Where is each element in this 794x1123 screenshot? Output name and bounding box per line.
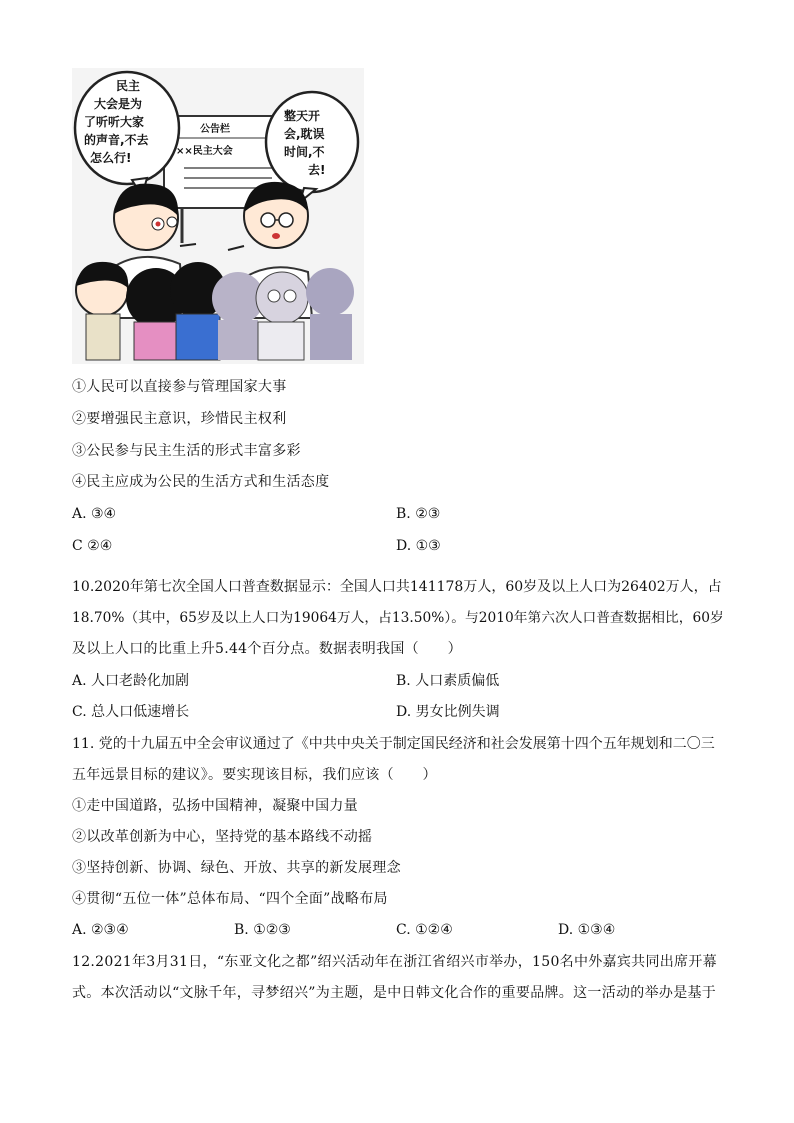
right-bubble-line-4: 去! bbox=[308, 163, 326, 177]
left-bubble-line-5: 怎么行! bbox=[90, 151, 132, 165]
q10-stem-line-2: 18.70%（其中，65岁及以上人口为19064万人，占13.50%）。与2010年第六次人口普查数据相比，60岁 bbox=[72, 610, 724, 626]
q11-option-c[interactable]: C. ①②④ bbox=[396, 922, 453, 938]
left-bubble-line-1: 民主 bbox=[116, 79, 141, 93]
q9-statement-3: ③公民参与民主生活的形式丰富多彩 bbox=[72, 443, 301, 459]
q10-option-c[interactable]: C. 总人口低速增长 bbox=[72, 704, 190, 720]
q9-option-a[interactable]: A. ③④ bbox=[72, 506, 117, 522]
q10-stem-line-1: 10.2020年第七次全国人口普查数据显示：全国人口共141178万人，60岁及以上人口为26402万人，占 bbox=[72, 579, 722, 595]
right-bubble-line-2: 会,耽误 bbox=[284, 127, 325, 141]
q11-statement-4: ④贯彻“五位一体”总体布局、“四个全面”战略布局 bbox=[72, 891, 388, 907]
q11-stem-line-1: 11. 党的十九届五中全会审议通过了《中共中央关于制定国民经济和社会发展第十四个五年规划和二〇三 bbox=[72, 736, 715, 752]
q12-stem-line-1: 12.2021年3月31日，“东亚文化之都”绍兴活动年在浙江省绍兴市举办，150名中外嘉宾共同出席开幕 bbox=[72, 954, 717, 970]
q10-option-b[interactable]: B. 人口素质偏低 bbox=[396, 673, 500, 689]
q9-statement-2: ②要增强民主意识，珍惜民主权利 bbox=[72, 411, 287, 427]
board-title: 公告栏 bbox=[200, 124, 230, 135]
left-bubble-line-3: 了听听大家 bbox=[84, 115, 145, 129]
q11-statement-3: ③坚持创新、协调、绿色、开放、共享的新发展理念 bbox=[72, 860, 401, 876]
q10-option-d[interactable]: D. 男女比例失调 bbox=[396, 704, 500, 720]
q11-option-a[interactable]: A. ②③④ bbox=[72, 922, 129, 938]
left-bubble-line-2: 大会是为 bbox=[94, 97, 143, 111]
left-bubble-line-4: 的声音,不去 bbox=[84, 133, 149, 147]
q10-option-a[interactable]: A. 人口老龄化加剧 bbox=[72, 673, 190, 689]
q11-statement-2: ②以改革创新为中心，坚持党的基本路线不动摇 bbox=[72, 829, 373, 845]
q9-option-d[interactable]: D. ①③ bbox=[396, 538, 441, 554]
q9-option-c[interactable]: C ②④ bbox=[72, 538, 113, 554]
q11-stem-line-2: 五年远景目标的建议》。要实现该目标，我们应该（ ） bbox=[72, 767, 437, 783]
q10-stem-line-3: 及以上人口的比重上升5.44个百分点。数据表明我国（ ） bbox=[72, 641, 462, 657]
q12-stem-line-2: 式。本次活动以“文脉千年，寻梦绍兴”为主题，是中日韩文化合作的重要品牌。这一活动的举办是基于 bbox=[72, 985, 717, 1001]
q11-statement-1: ①走中国道路，弘扬中国精神，凝聚中国力量 bbox=[72, 798, 358, 814]
right-bubble-line-3: 时间,不 bbox=[284, 145, 325, 159]
board-text: ××民主大会 bbox=[176, 146, 233, 157]
cartoon-illustration bbox=[72, 68, 364, 364]
q9-option-b[interactable]: B. ②③ bbox=[396, 506, 441, 522]
right-bubble-line-1: 整天开 bbox=[284, 109, 321, 123]
q9-statement-4: ④民主应成为公民的生活方式和生活态度 bbox=[72, 474, 330, 490]
q9-statement-1: ①人民可以直接参与管理国家大事 bbox=[72, 379, 287, 395]
q11-option-b[interactable]: B. ①②③ bbox=[234, 922, 291, 938]
q11-option-d[interactable]: D. ①③④ bbox=[558, 922, 616, 938]
